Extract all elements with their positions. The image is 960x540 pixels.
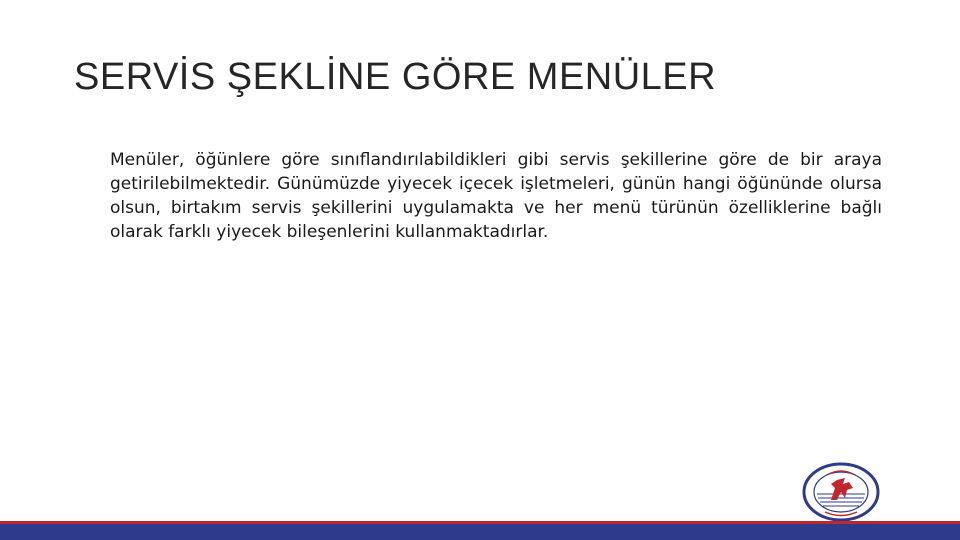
university-seal-icon <box>801 462 881 522</box>
slide-paragraph: Menüler, öğünlere göre sınıflandırılabildikleri gibi servis şekillerine göre de bir araya getirilebilmektedir. Günümüzde yiyecek içecek işletmeleri, günün hangi öğününde olursa olsun, birtakım servis şekillerini uygulamakta ve her menü türünün özelliklerine bağlı olarak farklı yiyecek bileşenlerini kullanmaktadırlar. <box>110 150 882 242</box>
footer-blue-bar <box>0 524 960 540</box>
slide-title: SERVİS ŞEKLİNE GÖRE MENÜLER <box>74 56 717 98</box>
